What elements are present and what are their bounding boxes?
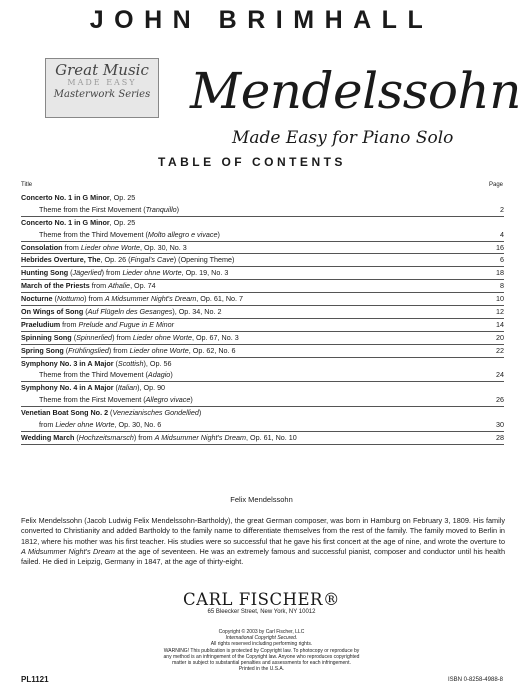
toc-title-part: Molto allegro e vivace: [147, 229, 218, 239]
toc-title-part: ): [217, 229, 220, 239]
toc-list: [21, 192, 504, 445]
toc-title-part: A Midsummer Night's Dream: [104, 294, 197, 304]
toc-title: [39, 229, 220, 241]
toc-title-part: , Op. 61, No. 7: [196, 294, 244, 304]
toc-title-part: Symphony No. 3 in A Major: [21, 358, 114, 368]
composer-title: Mendelssohn: [190, 62, 521, 120]
toc-title-part: , Op. 62, No. 6: [188, 345, 236, 355]
series-line2: MADE EASY: [67, 78, 137, 87]
toc-title-part: Wedding March: [21, 432, 75, 442]
toc-page-number: 26: [496, 395, 504, 405]
toc-title: [21, 254, 234, 266]
toc-title-part: Theme from the First Movement (: [39, 395, 146, 405]
toc-title-part: ), Op. 34, No. 2: [172, 307, 222, 317]
toc-title-part: March of the Priests: [21, 281, 90, 291]
toc-heading: TABLE OF CONTENTS: [158, 155, 346, 169]
toc-title-part: (: [63, 345, 69, 355]
toc-title-part: ) from: [112, 332, 133, 342]
toc-title-part: Nocturne: [21, 294, 53, 304]
bio-paragraph: [21, 516, 505, 567]
toc-title-part: ), Op. 56: [143, 358, 172, 368]
bio-text-italic: A Midsummer Night's Dream: [21, 546, 115, 556]
copyright-line: Copyright © 2003 by Carl Fischer, LLC: [218, 629, 305, 635]
toc-title-part: ): [170, 370, 173, 380]
toc-title: [21, 319, 174, 331]
toc-title-part: Venezianisches Gondellied: [112, 408, 199, 418]
toc-title: [21, 345, 236, 357]
subtitle: Made Easy for Piano Solo: [232, 128, 454, 148]
toc-title: [21, 267, 228, 279]
toc-title-part: Hunting Song: [21, 268, 69, 278]
catalog-code: PL1121: [21, 675, 49, 684]
toc-title-part: Lieder ohne Worte: [80, 242, 141, 252]
toc-row: [21, 254, 504, 267]
toc-title-part: ), Op. 90: [137, 383, 166, 393]
toc-title-part: ) from: [84, 294, 105, 304]
toc-title: [21, 306, 221, 318]
toc-title-part: from: [60, 319, 79, 329]
toc-title-part: Adagio: [147, 370, 171, 380]
toc-page-number: 10: [496, 294, 504, 304]
toc-title-part: from: [89, 281, 109, 291]
toc-page-number: 24: [496, 370, 504, 380]
toc-row: [21, 407, 504, 419]
toc-title-part: Fingal's Cave: [130, 255, 174, 265]
toc-row: [21, 242, 504, 255]
intl-copyright-line: International Copyright Secured.: [225, 635, 298, 642]
toc-page-number: 28: [496, 432, 504, 442]
toc-row: [21, 267, 504, 280]
toc-title-part: (: [74, 432, 79, 442]
toc-page-number: 22: [496, 345, 504, 355]
toc-page-number: 12: [496, 307, 504, 317]
toc-title-part: Lieder ohne Worte: [129, 345, 189, 355]
toc-row: [21, 306, 504, 319]
toc-title: [21, 382, 165, 394]
toc-title-part: Spinnerlied: [76, 332, 113, 342]
isbn: ISBN 0-8258-4988-8: [447, 677, 503, 683]
toc-row: [21, 369, 504, 382]
publisher-logo: CARL FISCHER®: [183, 590, 340, 609]
toc-title: [39, 419, 161, 431]
rights-line: All rights reserved including performing rights.: [210, 641, 313, 648]
toc-title-part: Lieder ohne Worte: [55, 420, 115, 430]
toc-row: [21, 293, 504, 306]
toc-title-part: Concerto No. 1 in G Minor: [21, 217, 110, 227]
toc-title: [39, 204, 179, 216]
toc-title-part: Jägerlied: [72, 268, 102, 278]
toc-title-part: (: [83, 307, 88, 317]
toc-title-part: , Op. 25: [109, 193, 136, 202]
toc-row: [21, 432, 504, 445]
series-line3: Masterwork Series: [53, 89, 151, 100]
toc-title-part: ) from: [101, 268, 123, 278]
toc-title: [21, 217, 135, 229]
toc-page-number: 8: [500, 281, 504, 291]
toc-title: [21, 242, 187, 254]
toc-row: [21, 358, 504, 370]
toc-title: [21, 293, 243, 305]
toc-title-part: Spring Song: [21, 345, 64, 355]
toc-column-page: Page: [488, 182, 503, 188]
series-logo: [45, 58, 159, 118]
toc-title-part: Frühlingslied: [68, 345, 109, 355]
toc-title-part: from: [62, 242, 81, 252]
publisher-address: 65 Bleecker Street, New York, NY 10012: [207, 609, 316, 615]
toc-title-part: Theme from the First Movement (: [39, 204, 146, 214]
toc-title-part: Allegro vivace: [145, 395, 191, 405]
toc-title-part: ): [176, 204, 180, 214]
series-line1: Great Music: [55, 61, 149, 79]
toc-title-part: Lieder ohne Worte: [122, 268, 182, 278]
toc-title: [21, 432, 297, 444]
toc-title-part: , Op. 30, No. 6: [114, 420, 162, 430]
toc-title-part: Concerto No. 1 in G Minor: [21, 193, 110, 202]
bio-heading: Felix Mendelssohn: [230, 495, 293, 504]
toc-title: [39, 369, 173, 381]
toc-title-part: Hochzeitsmarsch: [78, 432, 134, 442]
toc-row: [21, 204, 504, 217]
toc-title-part: , Op. 30, No. 3: [140, 242, 187, 252]
toc-title-part: (: [113, 358, 118, 368]
toc-title-part: Venetian Boat Song No. 2: [21, 408, 109, 418]
toc-title-part: ) from: [133, 432, 155, 442]
toc-title-part: Auf Flügeln des Gesanges: [87, 307, 173, 317]
toc-title-part: ): [198, 408, 202, 418]
legal-notice: [0, 629, 523, 672]
warning-line-1: WARNING! This publication is protected by Copyright law. To photocopy or reproduce by: [163, 647, 360, 654]
toc-title-part: Praeludium: [21, 319, 61, 329]
toc-column-title: Title: [21, 182, 33, 188]
toc-page-number: 4: [500, 229, 504, 239]
toc-title-part: ) from: [108, 345, 130, 355]
toc-title-part: ) (Opening Theme): [173, 255, 235, 265]
toc-title: [21, 407, 201, 419]
toc-title-part: , Op. 61, No. 10: [246, 432, 297, 442]
toc-title: [21, 280, 156, 292]
toc-row: [21, 332, 504, 345]
toc-page-number: 18: [496, 268, 504, 278]
toc-title-part: from: [39, 420, 56, 430]
toc-title: [21, 332, 239, 344]
toc-title-part: , Op. 26 (: [100, 255, 131, 265]
toc-title-part: , Op. 25: [109, 217, 136, 227]
toc-page-number: 14: [496, 319, 504, 329]
toc-title-part: Prelude and Fugue in E Minor: [78, 319, 175, 329]
toc-page-number: 16: [496, 242, 504, 252]
toc-row: [21, 217, 504, 229]
toc-title-part: Consolation: [21, 242, 63, 252]
toc-page-number: 2: [500, 204, 504, 214]
toc-title-part: Lieder ohne Worte: [132, 332, 192, 342]
toc-title-part: , Op. 19, No. 3: [181, 268, 229, 278]
toc-title: [21, 358, 171, 370]
toc-title-part: Nottumo: [56, 294, 85, 304]
toc-title-part: ): [190, 395, 193, 405]
toc-title-part: Athalie: [108, 281, 131, 291]
toc-title-part: Hebrides Overture, The: [21, 255, 101, 265]
toc-row: [21, 192, 504, 204]
printed-line: Printed in the U.S.A.: [238, 666, 285, 673]
toc-title: [21, 192, 135, 204]
bio-text-1: Felix Mendelssohn (Jacob Ludwig Felix Mendelssohn-Bartholdy), the great German composer, was born in Hamburg on February 3, 1809. His family converted to Christianity and added Bartholdy to the family name to differentiate themselves from the rest of the family. The family moved to Berlin in 1812, where his mother was his first teacher. His studies were so successful that he gave his first concert at the age of nine, and wrote the overture to: [21, 516, 505, 546]
toc-title-part: Theme from the Third Movement (: [39, 229, 148, 239]
toc-row: [21, 382, 504, 394]
toc-row: [21, 229, 504, 242]
toc-title-part: Scottish: [117, 358, 144, 368]
toc-title: [39, 394, 193, 406]
toc-title-part: Symphony No. 4 in A Major: [21, 383, 114, 393]
toc-title-part: A Midsummer Night's Dream: [154, 432, 247, 442]
warning-line-3: matter is subject to substantial penalties and assessments for each infringement.: [172, 660, 351, 667]
toc-title-part: (: [52, 294, 57, 304]
warning-line-2: any method is an infringement of the Copyright law. Anyone who reproduces copyrighted: [163, 653, 360, 660]
toc-page-number: 20: [496, 332, 504, 342]
toc-page-number: 30: [496, 420, 504, 430]
toc-title-part: (: [108, 408, 113, 418]
toc-title-part: , Op. 74: [130, 281, 156, 291]
toc-title-part: (: [113, 383, 118, 393]
toc-title-part: , Op. 67, No. 3: [191, 332, 239, 342]
toc-title-part: (: [71, 332, 77, 342]
toc-title-part: Italian: [117, 383, 138, 393]
bio-text-2: at the age of seventeen. He was an extremely famous and successful pianist, composer and conductor until his health failed. He died in Leipzig, Germany in 1847, at the age of thirty-eight.: [21, 546, 505, 567]
toc-row: [21, 419, 504, 432]
toc-title-part: On Wings of Song: [21, 307, 84, 317]
toc-row: [21, 345, 504, 358]
author-name: JOHN BRIMHALL: [89, 6, 434, 34]
toc-title-part: Theme from the Third Movement (: [39, 370, 148, 380]
toc-title-part: Tranquillo: [145, 204, 177, 214]
toc-title-part: Spinning Song: [21, 332, 72, 342]
toc-row: [21, 394, 504, 407]
toc-page-number: 6: [500, 255, 504, 265]
toc-row: [21, 319, 504, 332]
toc-title-part: (: [68, 268, 73, 278]
toc-row: [21, 280, 504, 293]
